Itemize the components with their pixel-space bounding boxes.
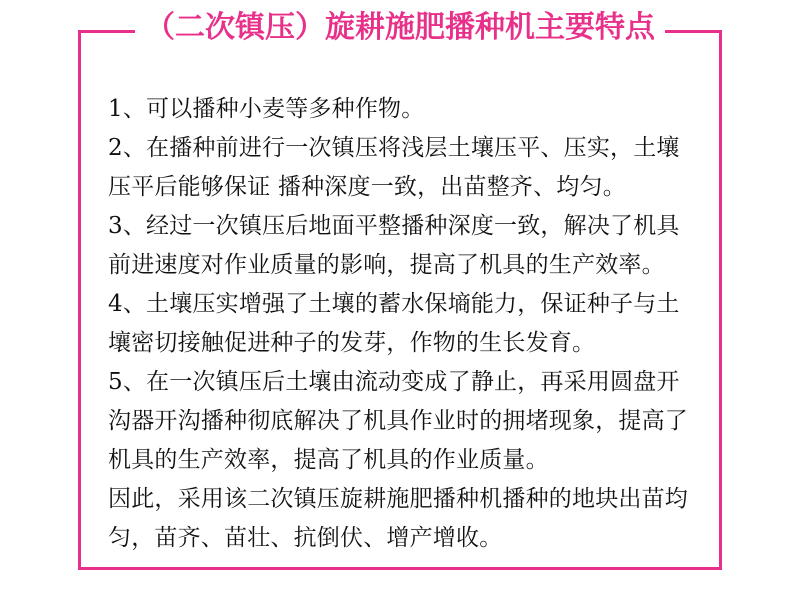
paragraph-5: 5、在一次镇压后土壤由流动变成了静止，再采用圆盘开沟器开沟播种彻底解决了机具作业时的拥堵现象，提高了机具的生产效率，提高了机具的作业质量。 xyxy=(108,369,688,473)
body-text-block xyxy=(108,90,698,558)
paragraph-3: 3、经过一次镇压后地面平整播种深度一致，解决了机具前进速度对作业质量的影响，提高了机具的生产效率。 xyxy=(108,213,680,278)
paragraph-4: 4、土壤压实增强了土壤的蓄水保墒能力，保证种子与土壤密切接触促进种子的发芽，作物的生长发育。 xyxy=(108,291,680,356)
page-title: （二次镇压）旋耕施肥播种机主要特点 xyxy=(135,11,665,45)
paragraph-2: 2、在播种前进行一次镇压将浅层土壤压平、压实，土壤压平后能够保证 播种深度一致，出苗整齐、均匀。 xyxy=(108,135,680,200)
paragraph-conclusion: 因此，采用该二次镇压旋耕施肥播种机播种的地块出苗均匀，苗齐、苗壮、抗倒伏、增产增收。 xyxy=(108,486,688,551)
paragraph-1: 1、可以播种小麦等多种作物。 xyxy=(108,96,425,122)
